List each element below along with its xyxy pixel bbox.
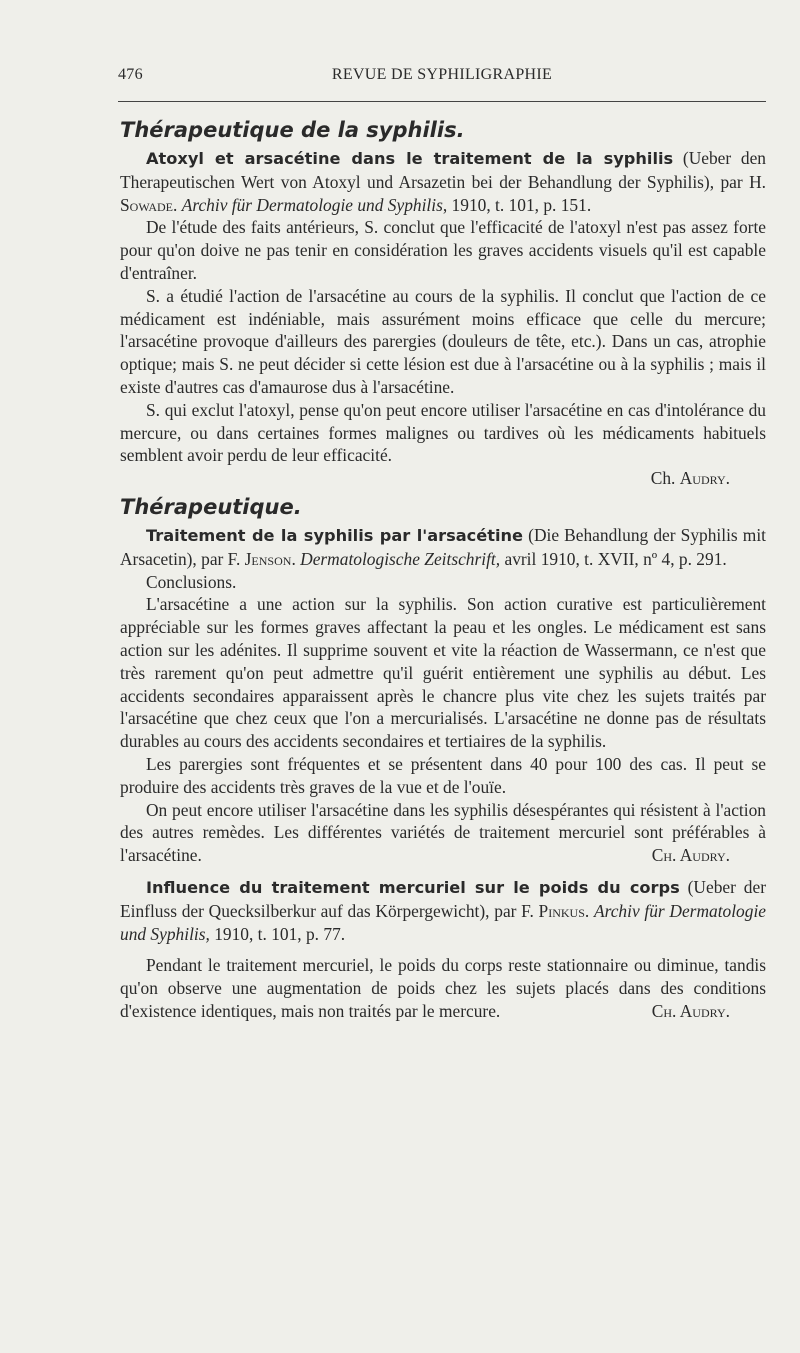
header-rule	[118, 101, 766, 102]
reference-text: (Ueber der Einfluss der Quecksilberkur auf das Körpergewicht), par F.	[120, 876, 766, 921]
author-name: Sowade	[120, 194, 173, 215]
reference-text: (Die Behandlung der Syphilis mit Arsacetin), par F.	[120, 524, 766, 569]
journal-name: Archiv für Dermatologie und Syphilis	[181, 194, 443, 215]
reference-separator: .	[173, 194, 182, 215]
reference-end: , 1910, t. 101, p. 151.	[442, 194, 592, 215]
paragraph: De l'étude des faits antérieurs, S. conclut que l'efficacité de l'atoxyl n'est pas assez forte pour qu'on doive ne pas tenir en considération les graves accidents visuels qu'il est capable d'entraîner.	[120, 217, 766, 283]
page-number: 476	[118, 66, 143, 83]
signature-name: Audry.	[679, 468, 730, 489]
journal-name: Archiv für Dermatologie und Syphilis,	[120, 900, 766, 944]
paragraph: S. qui exclut l'atoxyl, pense qu'on peut encore utiliser l'arsacétine en cas d'intolérance du mercure, ou dans certaines formes malignes ou tardives où les médicaments habituels semblent avoir perdu de leur efficacité.	[120, 399, 766, 466]
article-title: Atoxyl et arsacétine dans le traitement de la syphilis	[146, 149, 674, 168]
paragraph: S. a étudié l'action de l'arsacétine au cours de la syphilis. Il conclut que l'action de ce médicament est indéniable, mais assurément moins efficace que celle du mercure; l'arsacétine provoque d'ailleurs des parergies (douleurs de tête, etc.). Dans un cas, atrophie optique; mais S. ne peut décider si cette lésion est due à l'arsacétine ou à la syphilis ; mais il existe d'autres cas d'amaurose dus à l'arsacétine.	[120, 285, 766, 397]
article-reference	[120, 524, 766, 571]
reference-text: (Ueber den Therapeutischen Wert von Atoxyl und Arsazetin bei der Behandlung der Syphilis), par H.	[120, 148, 766, 192]
journal-name: Dermatologische Zeitschrift,	[300, 548, 501, 569]
signature: Ch. Audry.	[651, 845, 730, 866]
reference-separator: .	[291, 548, 301, 569]
paragraph	[120, 799, 766, 867]
reference-separator: .	[584, 900, 594, 921]
paragraph	[120, 954, 766, 1022]
signature	[120, 467, 766, 490]
article-title: Influence du traitement mercuriel sur le poids du corps	[146, 877, 680, 897]
reference-end: avril 1910, t. XVII, nº 4, p. 291.	[500, 548, 727, 569]
signature-prefix: Ch.	[650, 468, 680, 489]
section-title: Thérapeutique.	[120, 494, 302, 519]
signature: Ch. Audry.	[651, 1000, 730, 1021]
section-title: Thérapeutique de la syphilis.	[120, 118, 465, 142]
running-head	[118, 66, 766, 90]
paragraph-text: On peut encore utiliser l'arsacétine dans les syphilis désespérantes qui résistent à l'action des autres remèdes. Les différentes variétés de traitement mercuriel sont préférables à l'arsacétine.	[120, 799, 766, 866]
article-reference	[120, 876, 766, 945]
article-title: Traitement de la syphilis par l'arsacétine	[146, 525, 524, 545]
author-name: Pinkus	[538, 900, 585, 921]
paragraph-text: Pendant le traitement mercuriel, le poids du corps reste stationnaire ou diminue, tandis qu'on observe une augmentation de poids chez les sujets placés dans des conditions d'existence identiques, mais non traités par le mercure.	[120, 955, 766, 1021]
paragraph: L'arsacétine a une action sur la syphilis. Son action curative est particulièrement appréciable sur les formes graves affectant la peau et les ongles. Le médicament est sans action sur les adénites. Il supprime souvent et vite la réaction de Wassermann, ce n'est que très rarement qu'on peut admettre qu'il guérit entièrement une syphilis au début. Les accidents secondaires apparaissent après le chancre plus vite chez les sujets traités par l'arsacétine que chez ceux que l'on a mercurialisés. L'arsacétine ne donne pas de résultats durables au cours des accidents secondaires et tertiaires de la syphilis.	[120, 594, 766, 752]
page-body	[120, 115, 766, 1023]
paragraph: Les parergies sont fréquentes et se présentent dans 40 pour 100 des cas. Il peut se produire des accidents très graves de la vue et de l'ouïe.	[120, 753, 766, 797]
journal-title: REVUE DE SYPHILIGRAPHIE	[331, 66, 553, 83]
article-reference	[120, 147, 766, 216]
author-name: Jenson	[244, 548, 292, 569]
conclusions-label: Conclusions.	[146, 571, 237, 592]
reference-end: 1910, t. 101, p. 77.	[209, 923, 346, 944]
